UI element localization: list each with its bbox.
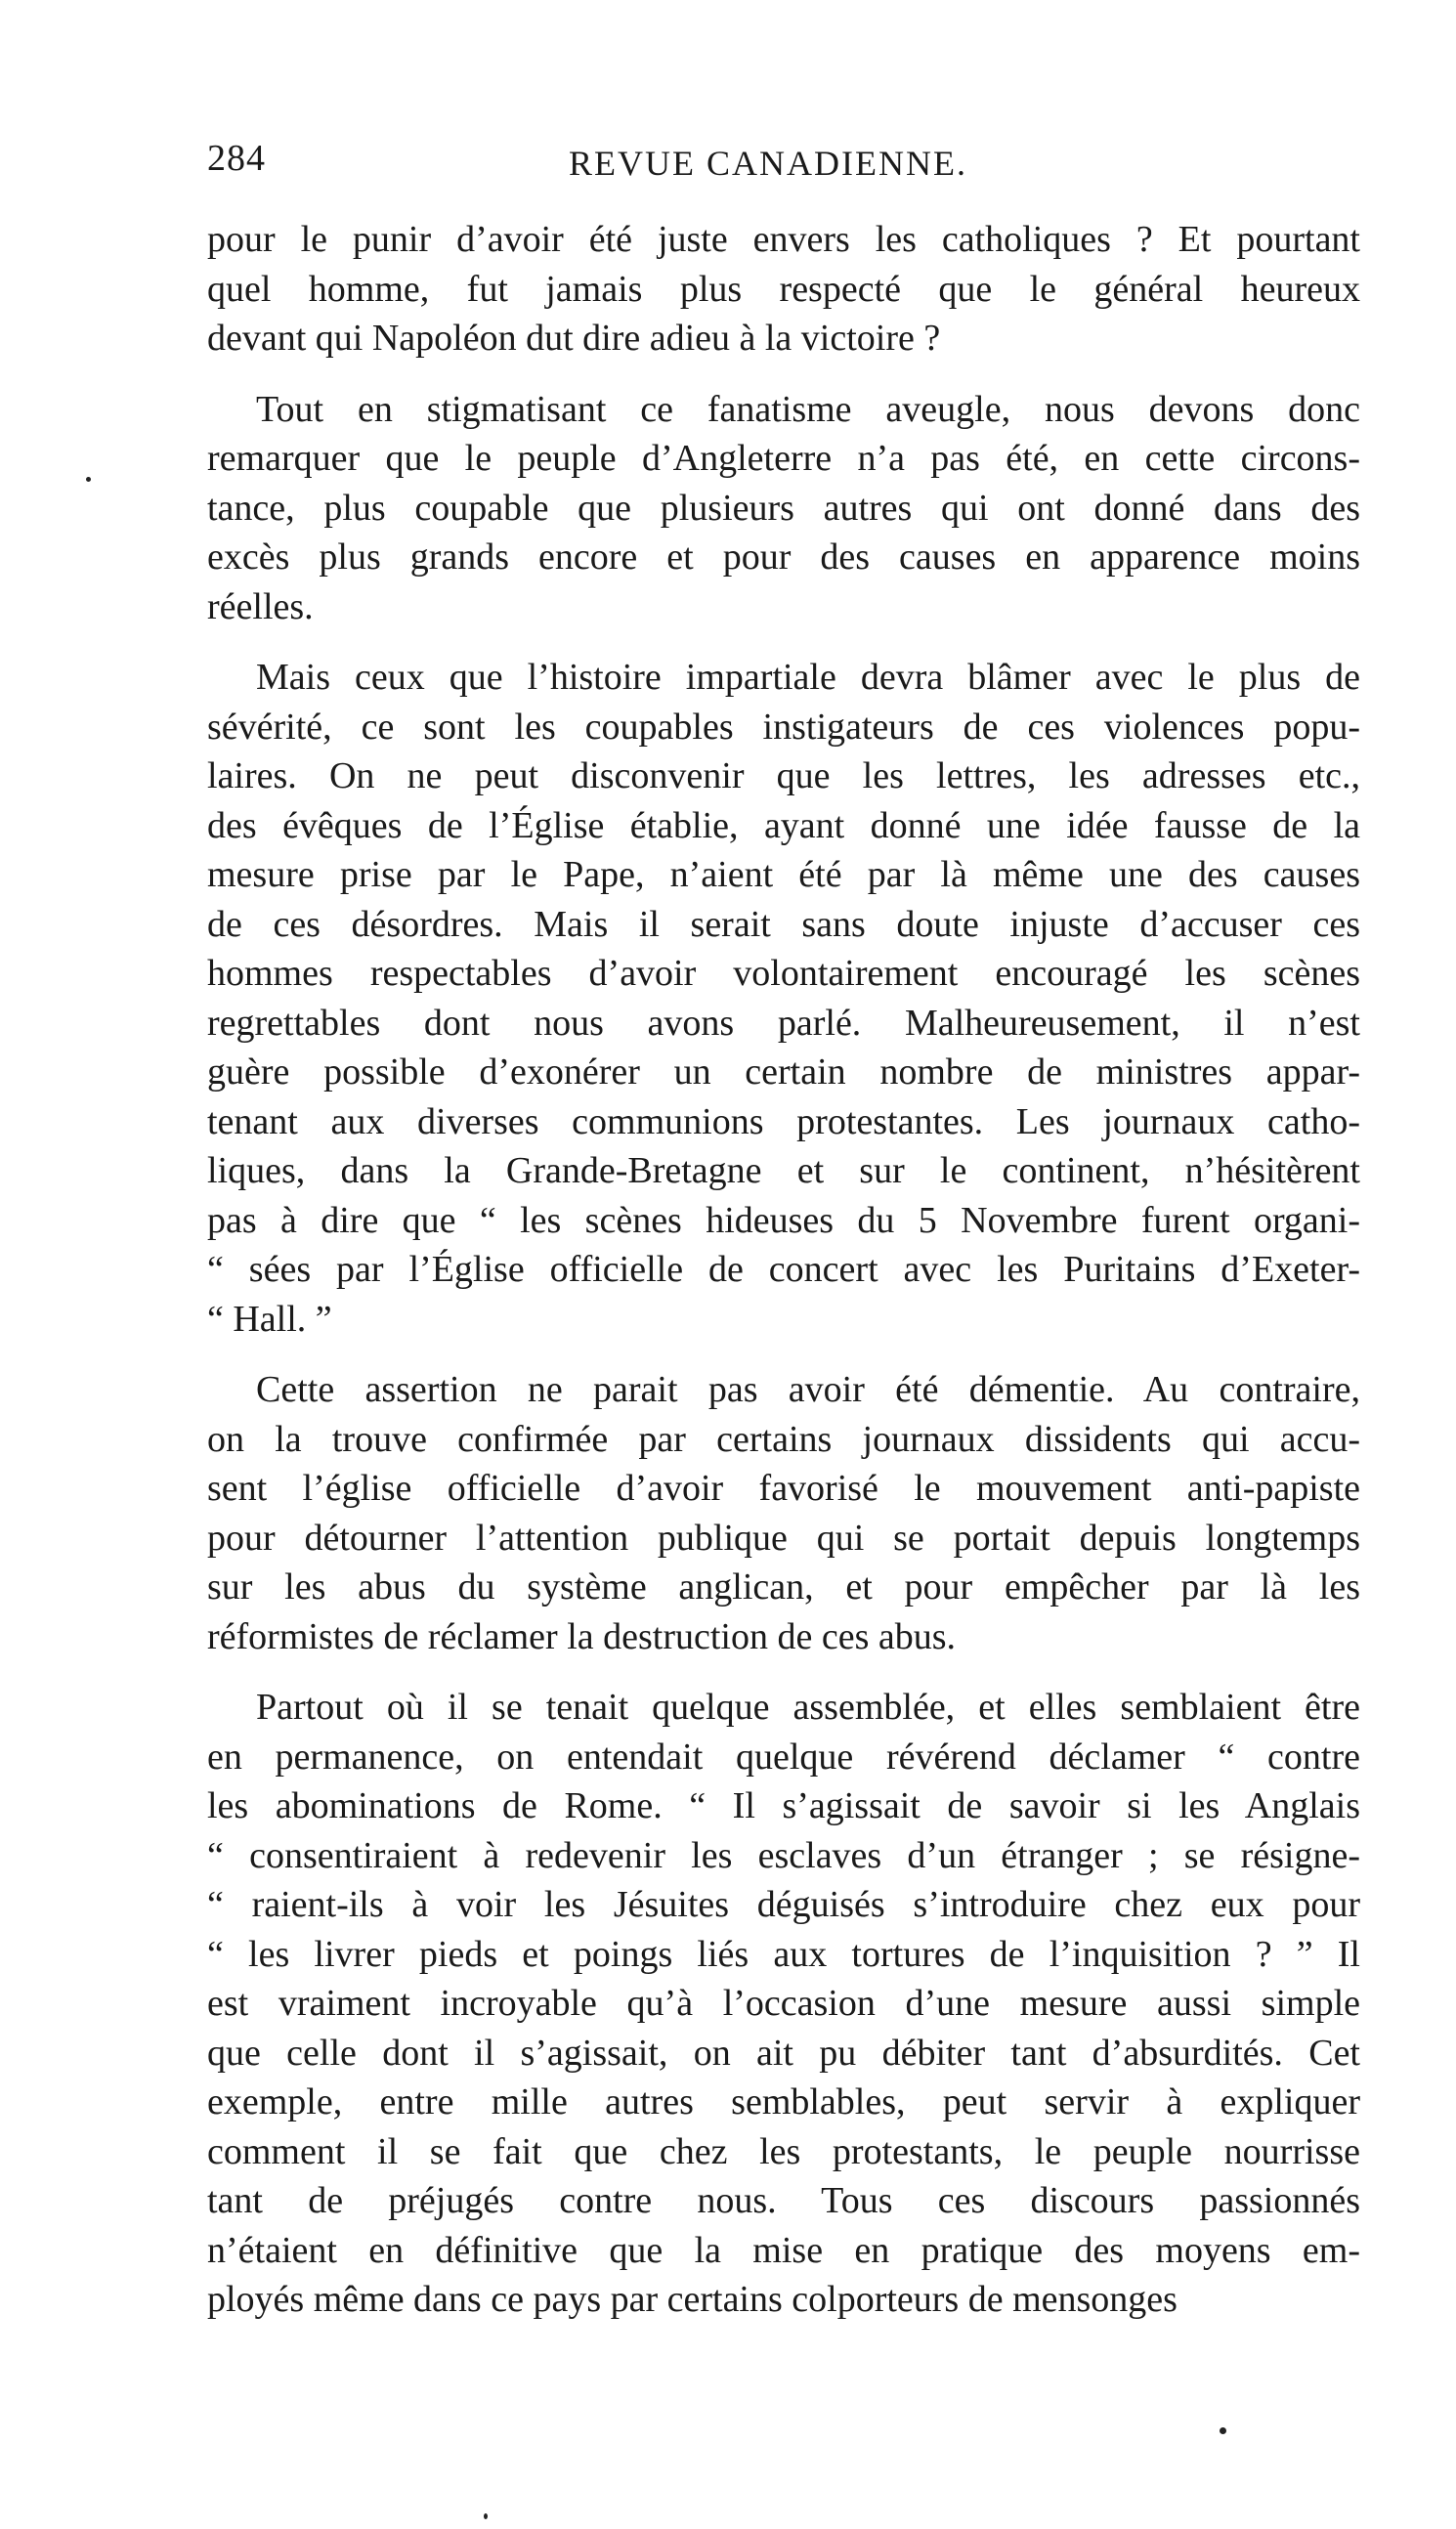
text-line: que celle dont il s’agissait, on ait pu débiter tant d’absurdités. Cet	[207, 2032, 1360, 2074]
text-line: on la trouve confirmée par certains journaux dissidents qui accu-	[207, 1418, 1360, 1460]
text-line: des évêques de l’Église établie, ayant donné une idée fausse de la	[207, 804, 1360, 846]
text-line: “ les livrer pieds et poings liés aux tortures de l’inquisition ? ” Il	[207, 1933, 1360, 1975]
text-line: exemple, entre mille autres semblables, peut servir à expliquer	[207, 2081, 1360, 2122]
text-line: guère possible d’exonérer un certain nombre de ministres appar-	[207, 1051, 1360, 1093]
paragraph	[207, 385, 1360, 632]
text-line: hommes respectables d’avoir volontairement encouragé les scènes	[207, 953, 1360, 994]
paragraph	[207, 1365, 1360, 1661]
text-line: liques, dans la Grande-Bretagne et sur le continent, n’hésitèrent	[207, 1150, 1360, 1191]
text-line: remarquer que le peuple d’Angleterre n’a pas été, en cette circons-	[207, 438, 1360, 479]
text-line: devant qui Napoléon dut dire adieu à la victoire ?	[207, 318, 941, 359]
text-line: Tout en stigmatisant ce fanatisme aveugle, nous devons donc	[256, 388, 1360, 430]
text-line: excès plus grands encore et pour des causes en apparence moins	[207, 536, 1360, 578]
paragraph-gap	[207, 1661, 1360, 1683]
text-line: pas à dire que “ les scènes hideuses du 5 Novembre furent organi-	[207, 1199, 1360, 1241]
running-title: REVUE CANADIENNE.	[569, 144, 967, 183]
text-line: sent l’église officielle d’avoir favorisé le mouvement anti-papiste	[207, 1468, 1360, 1509]
page-number: 284	[207, 138, 266, 179]
text-line: Mais ceux que l’histoire impartiale devra blâmer avec le plus de	[256, 657, 1360, 698]
paragraph-gap	[207, 1344, 1360, 1365]
text-line: pour le punir d’avoir été juste envers les catholiques ? Et pourtant	[207, 219, 1360, 260]
text-line: est vraiment incroyable qu’à l’occasion d’une mesure aussi simple	[207, 1983, 1360, 2024]
text-line: comment il se fait que chez les protestants, le peuple nourrisse	[207, 2130, 1360, 2172]
paragraph	[207, 215, 1360, 364]
text-line: réelles.	[207, 585, 314, 627]
text-line: mesure prise par le Pape, n’aient été par là même une des causes	[207, 854, 1360, 895]
text-line: tant de préjugés contre nous. Tous ces discours passionnés	[207, 2180, 1360, 2221]
paragraph	[207, 653, 1360, 1344]
text-line: Cette assertion ne parait pas avoir été démentie. Au contraire,	[256, 1369, 1360, 1410]
scan-speck	[484, 2513, 488, 2519]
text-line: de ces désordres. Mais il serait sans doute injuste d’accuser ces	[207, 903, 1360, 945]
page-header	[207, 137, 1360, 201]
scan-speck	[86, 477, 91, 482]
text-line: sévérité, ce sont les coupables instigateurs de ces violences popu-	[207, 706, 1360, 748]
text-line: laires. On ne peut disconvenir que les lettres, les adresses etc.,	[207, 755, 1360, 796]
scan-speck	[1220, 2427, 1226, 2434]
text-line: tance, plus coupable que plusieurs autres qui ont donné dans des	[207, 487, 1360, 529]
text-line: sur les abus du système anglican, et pour empêcher par là les	[207, 1566, 1360, 1607]
text-line: “ consentiraient à redevenir les esclaves d’un étranger ; se résigne-	[207, 1834, 1360, 1876]
text-line: Partout où il se tenait quelque assemblée, et elles semblaient être	[256, 1687, 1360, 1728]
text-line: pour détourner l’attention publique qui se portait depuis longtemps	[207, 1517, 1360, 1559]
text-line: “ sées par l’Église officielle de concert avec les Puritains d’Exeter-	[207, 1249, 1360, 1290]
text-line: en permanence, on entendait quelque révérend déclamer “ contre	[207, 1736, 1360, 1778]
paragraph-gap	[207, 364, 1360, 385]
text-line: les abominations de Rome. “ Il s’agissait de savoir si les Anglais	[207, 1785, 1360, 1826]
book-page	[207, 137, 1360, 2325]
text-line: “ raient-ils à voir les Jésuites déguisés s’introduire chez eux pour	[207, 1884, 1360, 1925]
text-line: ployés même dans ce pays par certains colporteurs de mensonges	[207, 2279, 1178, 2320]
text-line: quel homme, fut jamais plus respecté que le général heureux	[207, 268, 1360, 310]
text-line: réformistes de réclamer la destruction de ces abus.	[207, 1615, 957, 1657]
text-line: regrettables dont nous avons parlé. Malheureusement, il n’est	[207, 1002, 1360, 1044]
text-line: “ Hall. ”	[207, 1298, 332, 1340]
text-line: tenant aux diverses communions protestantes. Les journaux catho-	[207, 1100, 1360, 1142]
paragraph	[207, 1683, 1360, 2325]
text-line: n’étaient en définitive que la mise en pratique des moyens em-	[207, 2229, 1360, 2271]
paragraph-gap	[207, 631, 1360, 653]
body-text	[207, 215, 1360, 2325]
